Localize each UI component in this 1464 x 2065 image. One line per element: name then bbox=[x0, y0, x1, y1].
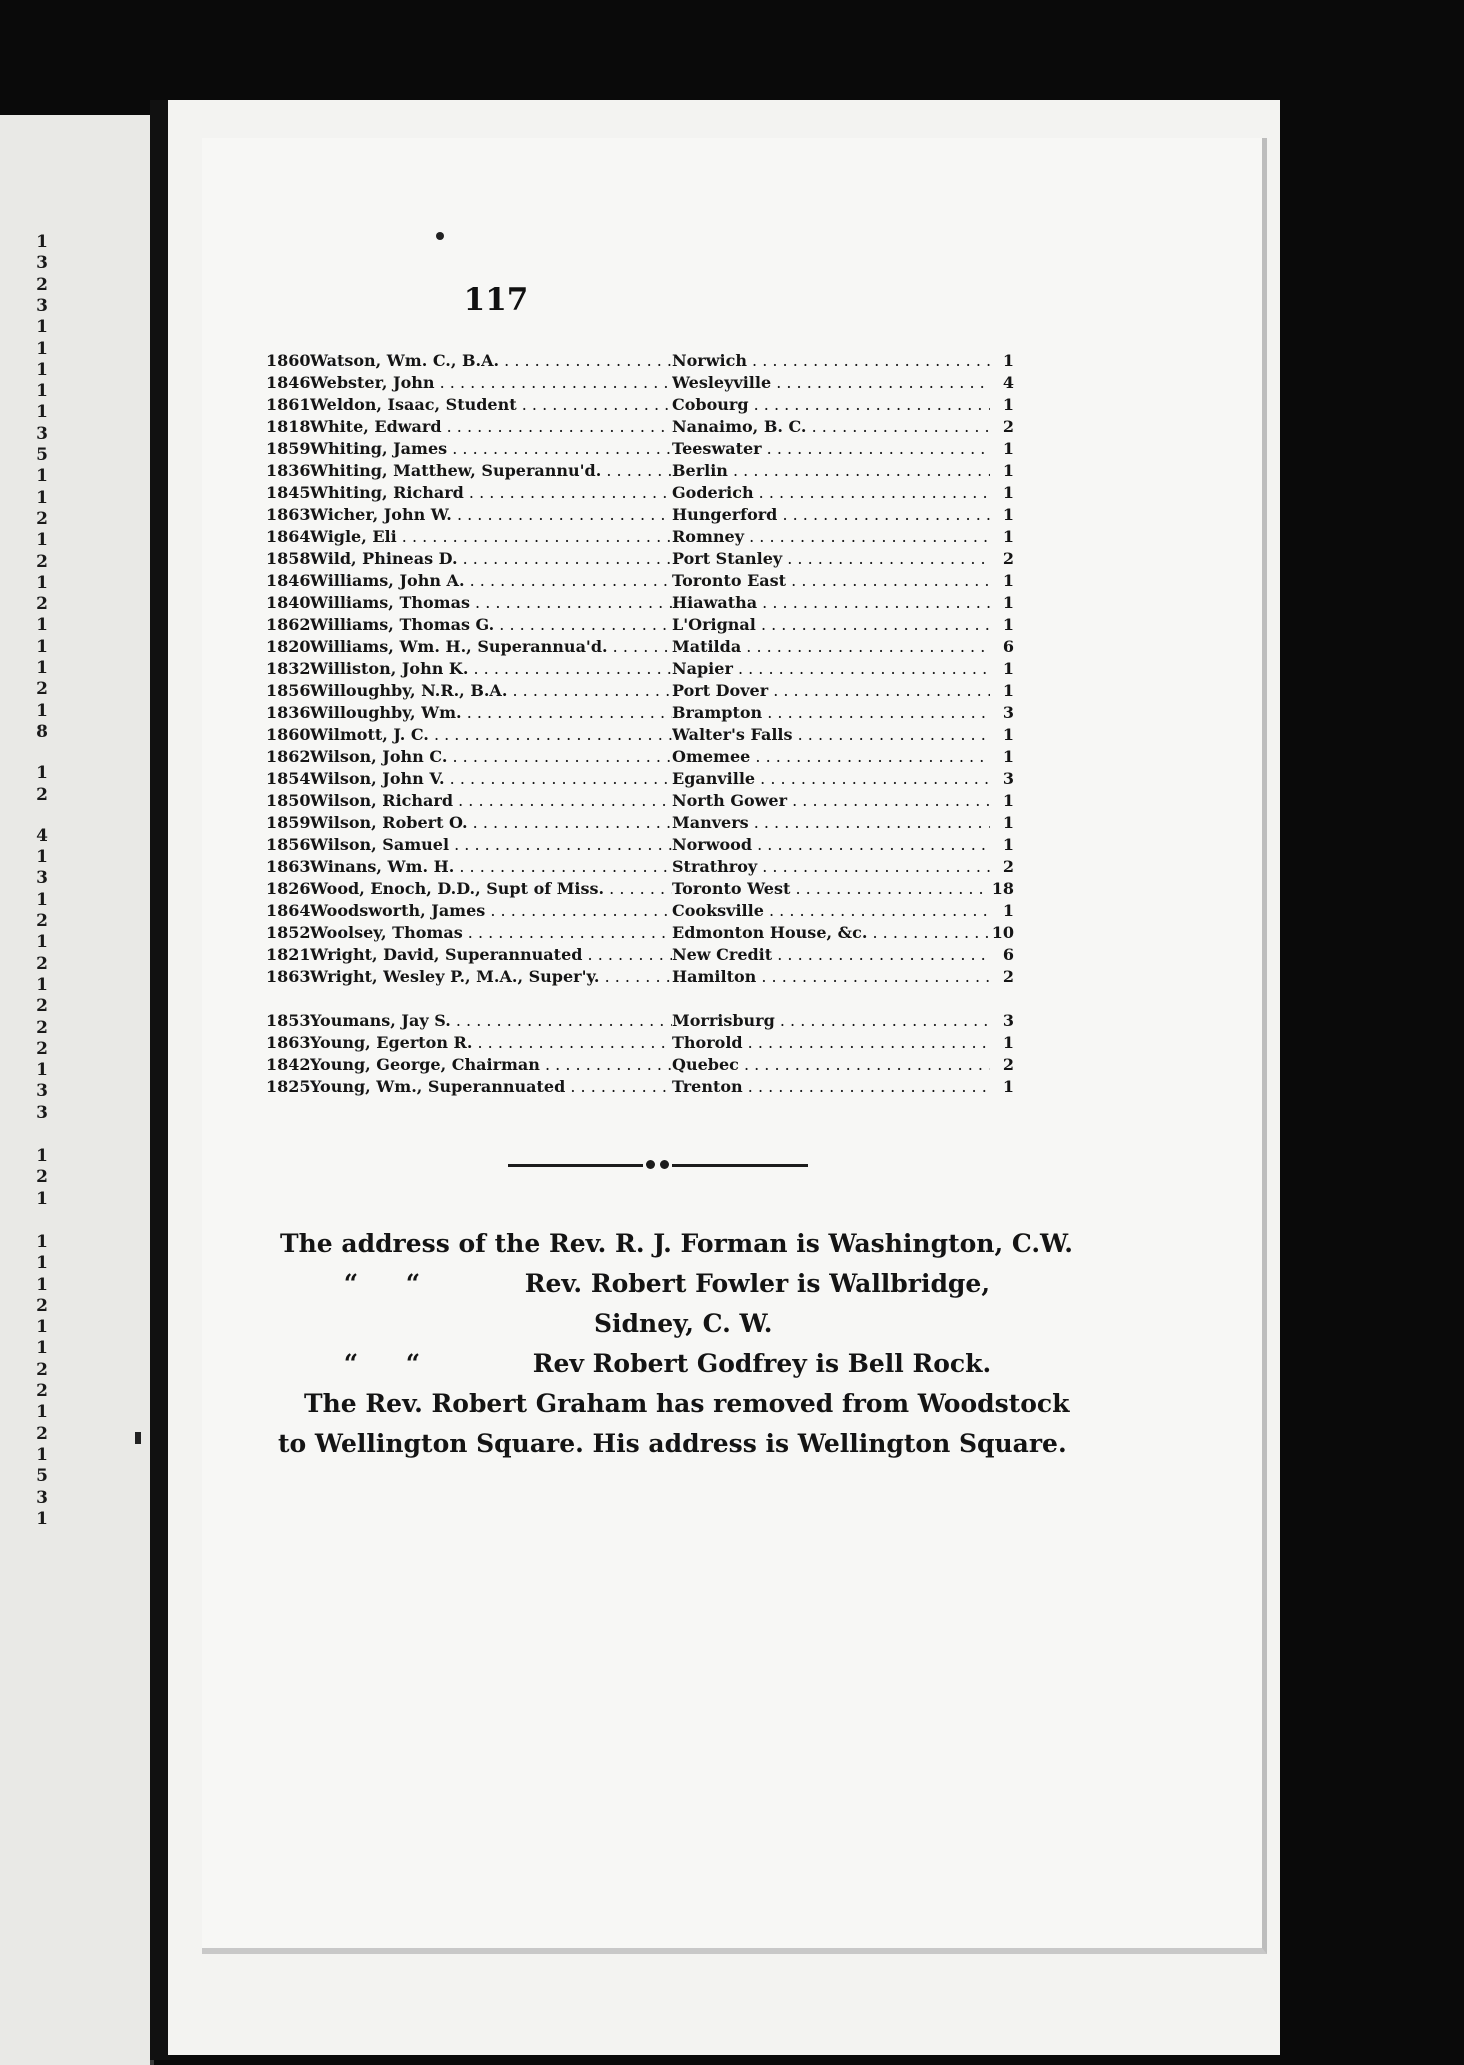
entry-year: 1842 bbox=[266, 1055, 311, 1074]
book-gutter bbox=[150, 100, 170, 2060]
left-page-number: 1 bbox=[36, 847, 48, 868]
roll-entry bbox=[266, 658, 1014, 680]
roll-entry bbox=[266, 790, 1014, 812]
roll-entry bbox=[266, 614, 1014, 636]
left-page-number: 2 bbox=[36, 1423, 48, 1444]
entry-station: Hamilton . . . bbox=[672, 966, 990, 988]
left-page-number: 3 bbox=[36, 868, 48, 889]
left-page-number: 2 bbox=[36, 1381, 48, 1401]
entry-year: 1836 bbox=[266, 461, 311, 480]
entry-name: Wilson, Richard . . . bbox=[310, 790, 672, 812]
entry-years: 1 bbox=[1002, 1033, 1014, 1052]
left-page-number: 2 bbox=[36, 551, 48, 572]
entry-years: 6 bbox=[1002, 945, 1014, 964]
entry-name: Whiting, James . . . bbox=[310, 438, 672, 460]
left-page-number: 1 bbox=[36, 932, 48, 953]
entry-years: 1 bbox=[1002, 791, 1014, 810]
entry-name: Williams, Thomas . . . bbox=[310, 592, 672, 614]
left-page-number: 1 bbox=[36, 1444, 48, 1465]
entry-years: 2 bbox=[1002, 417, 1014, 436]
roll-entry bbox=[266, 372, 1014, 394]
entry-year: 1859 bbox=[266, 439, 311, 458]
left-page-number: 1 bbox=[36, 1338, 48, 1359]
left-page-number: 4 bbox=[36, 825, 48, 846]
note-text: Rev. Robert Fowler is Wallbridge, bbox=[524, 1269, 991, 1298]
entry-year: 1821 bbox=[266, 945, 311, 964]
entry-years: 1 bbox=[1002, 681, 1014, 700]
entry-year: 1820 bbox=[266, 637, 311, 656]
entry-name: Young, Wm., Superannuated . . . bbox=[310, 1076, 672, 1098]
entry-years: 1 bbox=[1002, 461, 1014, 480]
left-page-number: 2 bbox=[36, 784, 48, 805]
note-graham bbox=[280, 1384, 1080, 1424]
entry-years: 1 bbox=[1002, 527, 1014, 546]
roll-entry bbox=[266, 570, 1014, 592]
entry-station: Walter's Falls . . . bbox=[672, 724, 990, 746]
left-page-number: 2 bbox=[36, 1167, 48, 1188]
entry-year: 1863 bbox=[266, 857, 311, 876]
entry-years: 1 bbox=[1002, 659, 1014, 678]
entry-station: Berlin . . . bbox=[672, 460, 990, 482]
roll-entry bbox=[266, 482, 1014, 504]
left-page-number: 1 bbox=[36, 974, 48, 995]
entry-name: Wilson, John V. . . . bbox=[310, 768, 672, 790]
entry-name: Wigle, Eli . . . bbox=[310, 526, 672, 548]
roll-entry bbox=[266, 416, 1014, 438]
entry-years: 3 bbox=[1002, 1011, 1014, 1030]
roll-entry bbox=[266, 702, 1014, 724]
entry-name: Weldon, Isaac, Student . . . bbox=[310, 394, 672, 416]
entry-station: Eganville . . . bbox=[672, 768, 990, 790]
left-page-number: 5 bbox=[36, 1466, 48, 1487]
entry-years: 1 bbox=[1002, 505, 1014, 524]
left-page-number: 1 bbox=[36, 1508, 48, 1529]
entry-years: 3 bbox=[1002, 769, 1014, 788]
entry-years: 10 bbox=[991, 923, 1014, 942]
entry-year: 1840 bbox=[266, 593, 311, 612]
roll-entry bbox=[266, 350, 1014, 372]
entry-years: 6 bbox=[1002, 637, 1014, 656]
entry-year: 1856 bbox=[266, 835, 311, 854]
note-text: to Wellington Square. His address is Wellington Square. bbox=[278, 1429, 1067, 1458]
entry-station: Hiawatha . . . bbox=[672, 592, 990, 614]
entry-station: Goderich . . . bbox=[672, 482, 990, 504]
left-page-number: 1 bbox=[36, 700, 48, 721]
ditto-mark: “ bbox=[343, 1349, 359, 1378]
roll-entry bbox=[266, 834, 1014, 856]
entry-years: 1 bbox=[1002, 439, 1014, 458]
entry-name: Willoughby, Wm. . . . bbox=[310, 702, 672, 724]
left-page-number: 1 bbox=[36, 889, 48, 910]
left-page-number: 1 bbox=[36, 1402, 48, 1423]
left-page-number: 1 bbox=[36, 1253, 48, 1274]
left-page-number: 2 bbox=[36, 274, 48, 295]
entry-station: Trenton . . . bbox=[672, 1076, 990, 1098]
entry-name: Young, Egerton R. . . . bbox=[310, 1032, 672, 1054]
entry-station: Thorold . . . bbox=[672, 1032, 990, 1054]
roll-entry bbox=[266, 856, 1014, 878]
entry-station: Port Dover . . . bbox=[672, 680, 990, 702]
entry-year: 1826 bbox=[266, 879, 311, 898]
entry-year: 1863 bbox=[266, 967, 311, 986]
left-page-number: 1 bbox=[36, 1188, 48, 1209]
note-text: Rev Robert Godfrey is Bell Rock. bbox=[532, 1349, 992, 1378]
entry-year: 1863 bbox=[266, 505, 311, 524]
entry-station: New Credit . . . bbox=[672, 944, 990, 966]
entry-year: 1864 bbox=[266, 527, 311, 546]
entry-station: Brampton . . . bbox=[672, 702, 990, 724]
entry-years: 2 bbox=[1002, 967, 1014, 986]
entry-name: Wood, Enoch, D.D., Supt of Miss. . . . bbox=[310, 878, 672, 900]
left-page-number: 3 bbox=[36, 1081, 48, 1102]
left-page-number: 2 bbox=[36, 953, 48, 974]
entry-station: Toronto East . . . bbox=[672, 570, 990, 592]
entry-name: Woolsey, Thomas . . . bbox=[310, 922, 672, 944]
roll-entry bbox=[266, 812, 1014, 834]
note-godfrey bbox=[280, 1344, 1080, 1384]
roll-entry bbox=[266, 504, 1014, 526]
left-page-number: 1 bbox=[36, 1317, 48, 1338]
ministers-roll bbox=[266, 350, 1014, 1098]
left-page-number: 3 bbox=[36, 253, 48, 274]
entry-year: 1864 bbox=[266, 901, 311, 920]
roll-entry bbox=[266, 592, 1014, 614]
entry-name: Wilson, Samuel . . . bbox=[310, 834, 672, 856]
entry-year: 1853 bbox=[266, 1011, 311, 1030]
entry-year: 1845 bbox=[266, 483, 311, 502]
roll-entry bbox=[266, 900, 1014, 922]
roll-entry bbox=[266, 438, 1014, 460]
entry-station: Morrisburg . . . bbox=[672, 1010, 990, 1032]
note-forman bbox=[280, 1224, 1080, 1264]
entry-year: 1862 bbox=[266, 615, 311, 634]
entry-name: Wicher, John W. . . . bbox=[310, 504, 672, 526]
entry-name: Wright, Wesley P., M.A., Super'y. . . . bbox=[310, 966, 672, 988]
left-page-number: 3 bbox=[36, 1102, 48, 1123]
left-page-number: 2 bbox=[36, 911, 48, 931]
section-divider bbox=[508, 1155, 808, 1175]
entry-station: Edmonton House, &c. . . . bbox=[672, 922, 990, 944]
entry-year: 1836 bbox=[266, 703, 311, 722]
entry-year: 1832 bbox=[266, 659, 311, 678]
entry-name: Webster, John . . . bbox=[310, 372, 672, 394]
entry-name: Wright, David, Superannuated . . . bbox=[310, 944, 672, 966]
left-page-number: 2 bbox=[36, 1359, 48, 1380]
left-page-number: 2 bbox=[36, 996, 48, 1017]
ditto-mark: “ bbox=[405, 1349, 421, 1378]
entry-station: Nanaimo, B. C. . . . bbox=[672, 416, 990, 438]
entry-station: Romney . . . bbox=[672, 526, 990, 548]
entry-station: Toronto West . . . bbox=[672, 878, 990, 900]
entry-name: Wild, Phineas D. . . . bbox=[310, 548, 672, 570]
note-text: The Rev. Robert Graham has removed from Woodstock bbox=[304, 1389, 1070, 1418]
ditto-mark: “ bbox=[343, 1269, 359, 1298]
entry-station: Cooksville . . . bbox=[672, 900, 990, 922]
left-page-number: 1 bbox=[36, 658, 48, 678]
left-page-number: 2 bbox=[36, 594, 48, 615]
entry-years: 1 bbox=[1002, 593, 1014, 612]
note-text: Sidney, C. W. bbox=[594, 1309, 773, 1338]
roll-entry bbox=[266, 680, 1014, 702]
left-page-number: 2 bbox=[36, 1295, 48, 1316]
left-page-number: 1 bbox=[36, 763, 48, 784]
roll-entry bbox=[266, 460, 1014, 482]
entry-years: 18 bbox=[991, 879, 1014, 898]
entry-year: 1818 bbox=[266, 417, 311, 436]
entry-years: 1 bbox=[1002, 813, 1014, 832]
roll-entry bbox=[266, 1076, 1014, 1098]
left-page-number: 1 bbox=[36, 1274, 48, 1295]
entry-station: North Gower . . . bbox=[672, 790, 990, 812]
roll-entry bbox=[266, 636, 1014, 658]
entry-name: Youmans, Jay S. . . . bbox=[310, 1010, 672, 1032]
entry-name: Wilson, Robert O. . . . bbox=[310, 812, 672, 834]
entry-station: Port Stanley . . . bbox=[672, 548, 990, 570]
entry-station: Quebec . . . bbox=[672, 1054, 990, 1076]
entry-years: 1 bbox=[1002, 351, 1014, 370]
entry-years: 1 bbox=[1002, 747, 1014, 766]
roll-entry bbox=[266, 966, 1014, 988]
left-page-number: 1 bbox=[36, 1146, 48, 1166]
left-page-number: 1 bbox=[36, 1231, 48, 1252]
entry-year: 1860 bbox=[266, 725, 311, 744]
ink-dot bbox=[436, 232, 444, 240]
entry-year: 1858 bbox=[266, 549, 311, 568]
entry-station: Matilda . . . bbox=[672, 636, 990, 658]
entry-station: Teeswater . . . bbox=[672, 438, 990, 460]
left-page-number: 3 bbox=[36, 1487, 48, 1508]
page-number: 117 bbox=[463, 282, 529, 318]
entry-year: 1861 bbox=[266, 395, 311, 414]
left-page-number: 1 bbox=[36, 402, 48, 423]
entry-years: 1 bbox=[1002, 901, 1014, 920]
roll-entry bbox=[266, 1010, 1014, 1032]
left-page-number: 3 bbox=[36, 295, 48, 316]
ditto-mark: “ bbox=[405, 1269, 421, 1298]
entry-years: 1 bbox=[1002, 1077, 1014, 1096]
entry-station: Napier . . . bbox=[672, 658, 990, 680]
entry-year: 1863 bbox=[266, 1033, 311, 1052]
roll-entry bbox=[266, 1032, 1014, 1054]
roll-entry bbox=[266, 526, 1014, 548]
entry-year: 1854 bbox=[266, 769, 311, 788]
entry-year: 1860 bbox=[266, 351, 311, 370]
left-page-number: 1 bbox=[36, 317, 48, 338]
entry-name: Wilmott, J. C. . . . bbox=[310, 724, 672, 746]
roll-entry bbox=[266, 724, 1014, 746]
entry-year: 1825 bbox=[266, 1077, 311, 1096]
left-page-number: 1 bbox=[36, 1060, 48, 1081]
entry-year: 1862 bbox=[266, 747, 311, 766]
entry-station: Hungerford . . . bbox=[672, 504, 990, 526]
entry-years: 1 bbox=[1002, 395, 1014, 414]
entry-name: Young, George, Chairman . . . bbox=[310, 1054, 672, 1076]
note-fowler-cont bbox=[280, 1304, 1080, 1344]
roll-entry bbox=[266, 944, 1014, 966]
entry-years: 2 bbox=[1002, 1055, 1014, 1074]
entry-name: Winans, Wm. H. . . . bbox=[310, 856, 672, 878]
roll-entry bbox=[266, 746, 1014, 768]
left-page-number: 1 bbox=[36, 466, 48, 487]
roll-entry bbox=[266, 878, 1014, 900]
previous-page-edge bbox=[0, 115, 154, 2065]
roll-entry bbox=[266, 1054, 1014, 1076]
left-page-number: 3 bbox=[36, 423, 48, 444]
left-page-number: 8 bbox=[36, 721, 48, 742]
note-text: The address of the Rev. R. J. Forman is Washington, C.W. bbox=[280, 1229, 1073, 1258]
entry-years: 2 bbox=[1002, 549, 1014, 568]
roll-entry bbox=[266, 922, 1014, 944]
left-page-number: 5 bbox=[36, 445, 48, 465]
left-page-number: 1 bbox=[36, 338, 48, 359]
entry-years: 1 bbox=[1002, 571, 1014, 590]
entry-name: Williams, John A. . . . bbox=[310, 570, 672, 592]
note-fowler bbox=[280, 1264, 1080, 1304]
left-page-number: 1 bbox=[36, 530, 48, 551]
left-page-number: 1 bbox=[36, 487, 48, 508]
entry-year: 1850 bbox=[266, 791, 311, 810]
entry-years: 1 bbox=[1002, 615, 1014, 634]
entry-station: Norwood . . . bbox=[672, 834, 990, 856]
entry-name: Watson, Wm. C., B.A. . . . bbox=[310, 350, 672, 372]
left-page-number: 1 bbox=[36, 381, 48, 402]
entry-station: Manvers . . . bbox=[672, 812, 990, 834]
entry-years: 3 bbox=[1002, 703, 1014, 722]
entry-name: Willoughby, N.R., B.A. . . . bbox=[310, 680, 672, 702]
entry-name: Whiting, Richard . . . bbox=[310, 482, 672, 504]
roll-entry bbox=[266, 394, 1014, 416]
entry-year: 1846 bbox=[266, 571, 311, 590]
left-page-number: 1 bbox=[36, 636, 48, 657]
entry-name: Williston, John K. . . . bbox=[310, 658, 672, 680]
entry-name: Williams, Wm. H., Superannua'd. . . . bbox=[310, 636, 672, 658]
left-page-number: 2 bbox=[36, 679, 48, 700]
entry-years: 1 bbox=[1002, 835, 1014, 854]
left-page-number: 1 bbox=[36, 232, 48, 252]
entry-year: 1852 bbox=[266, 923, 311, 942]
note-graham-cont bbox=[278, 1424, 1080, 1464]
entry-station: Omemee . . . bbox=[672, 746, 990, 768]
entry-name: Williams, Thomas G. . . . bbox=[310, 614, 672, 636]
entry-years: 4 bbox=[1002, 373, 1014, 392]
entry-name: Whiting, Matthew, Superannu'd. . . . bbox=[310, 460, 672, 482]
entry-year: 1846 bbox=[266, 373, 311, 392]
entry-name: Woodsworth, James . . . bbox=[310, 900, 672, 922]
entry-station: Norwich . . . bbox=[672, 350, 990, 372]
entry-years: 1 bbox=[1002, 725, 1014, 744]
entry-station: Wesleyville . . . bbox=[672, 372, 990, 394]
roll-entry bbox=[266, 548, 1014, 570]
entry-station: Cobourg . . . bbox=[672, 394, 990, 416]
left-page-number: 1 bbox=[36, 359, 48, 380]
ink-mark bbox=[135, 1432, 141, 1444]
left-page-number: 2 bbox=[36, 1038, 48, 1059]
entry-year: 1856 bbox=[266, 681, 311, 700]
entry-name: White, Edward . . . bbox=[310, 416, 672, 438]
address-notes bbox=[280, 1224, 1080, 1464]
left-page-number: 1 bbox=[36, 615, 48, 636]
entry-years: 1 bbox=[1002, 483, 1014, 502]
roll-entry bbox=[266, 768, 1014, 790]
entry-station: L'Orignal . . . bbox=[672, 614, 990, 636]
left-page-number: 1 bbox=[36, 572, 48, 593]
entry-station: Strathroy . . . bbox=[672, 856, 990, 878]
entry-years: 2 bbox=[1002, 857, 1014, 876]
entry-name: Wilson, John C. . . . bbox=[310, 746, 672, 768]
left-page-number: 2 bbox=[36, 1017, 48, 1038]
left-page-number: 2 bbox=[36, 508, 48, 529]
entry-year: 1859 bbox=[266, 813, 311, 832]
